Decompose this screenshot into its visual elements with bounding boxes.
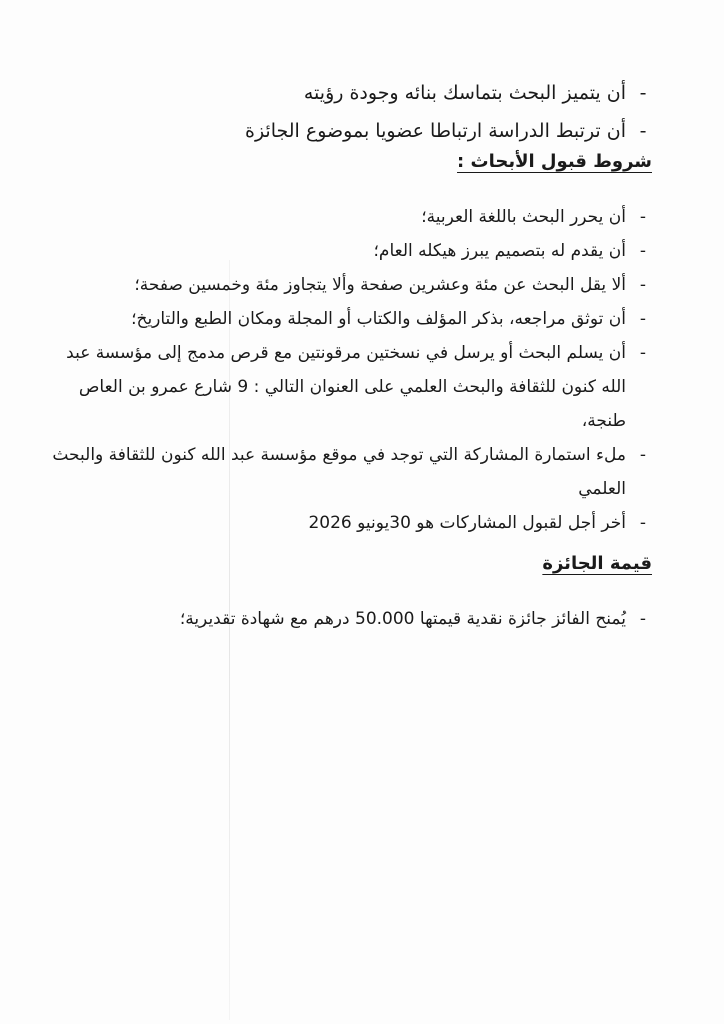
list-item: [52, 78, 652, 108]
list-item-text: أن يتميز البحث بتماسك بنائه وجودة رؤيته: [303, 82, 626, 104]
bullet-dash: -: [639, 120, 647, 142]
bullet-dash: -: [639, 343, 647, 363]
list-item: [52, 268, 652, 302]
bullet-dash: -: [639, 309, 647, 329]
list-item: [52, 116, 652, 146]
bullet-dash: -: [639, 241, 647, 261]
bullet-dash: -: [639, 609, 647, 629]
list-item: [52, 200, 652, 234]
list-item-text: أن يحرر البحث باللغة العربية؛: [421, 207, 626, 227]
prize-value-heading: قيمة الجائزة: [542, 553, 652, 574]
list-item: [52, 438, 652, 506]
list-item: [52, 336, 652, 438]
acceptance-conditions-list: [52, 200, 652, 540]
list-item-text: أن يسلم البحث أو يرسل في نسختين مرقونتين مع قرص مدمج إلى مؤسسة عبد الله كنون للثقافة والبحث العلمي على العنوان التالي : 9 شارع عمرو بن العاص طنجة،: [66, 343, 626, 431]
list-item-text: أن توثق مراجعه، بذكر المؤلف والكتاب أو المجلة ومكان الطبع والتاريخ؛: [131, 309, 626, 329]
list-item-text: يُمنح الفائز جائزة نقدية قيمتها 50.000 درهم مع شهادة تقديرية؛: [179, 609, 626, 629]
list-item: [52, 234, 652, 268]
bullet-dash: -: [639, 513, 647, 533]
bullet-dash: -: [639, 445, 647, 465]
intro-list: [52, 78, 652, 146]
list-item: [52, 602, 652, 636]
document-content: [52, 78, 652, 636]
list-item-text: أن يقدم له بتصميم يبرز هيكله العام؛: [373, 241, 626, 261]
list-item-text: ملء استمارة المشاركة التي توجد في موقع مؤسسة عبد الله كنون للثقافة والبحث العلمي: [52, 445, 626, 499]
acceptance-conditions-heading: شروط قبول الأبحاث :: [457, 151, 652, 172]
list-item-text: أخر أجل لقبول المشاركات هو 30يونيو 2026: [308, 513, 626, 533]
list-item-text: ألا يقل البحث عن مئة وعشرين صفحة وألا يتجاوز مئة وخمسين صفحة؛: [134, 275, 626, 295]
bullet-dash: -: [639, 207, 647, 227]
prize-value-list: [52, 602, 652, 636]
list-item: [52, 302, 652, 336]
list-item: [52, 506, 652, 540]
bullet-dash: -: [639, 82, 647, 104]
bullet-dash: -: [639, 275, 647, 295]
list-item-text: أن ترتبط الدراسة ارتباطا عضويا بموضوع الجائزة: [244, 120, 626, 142]
